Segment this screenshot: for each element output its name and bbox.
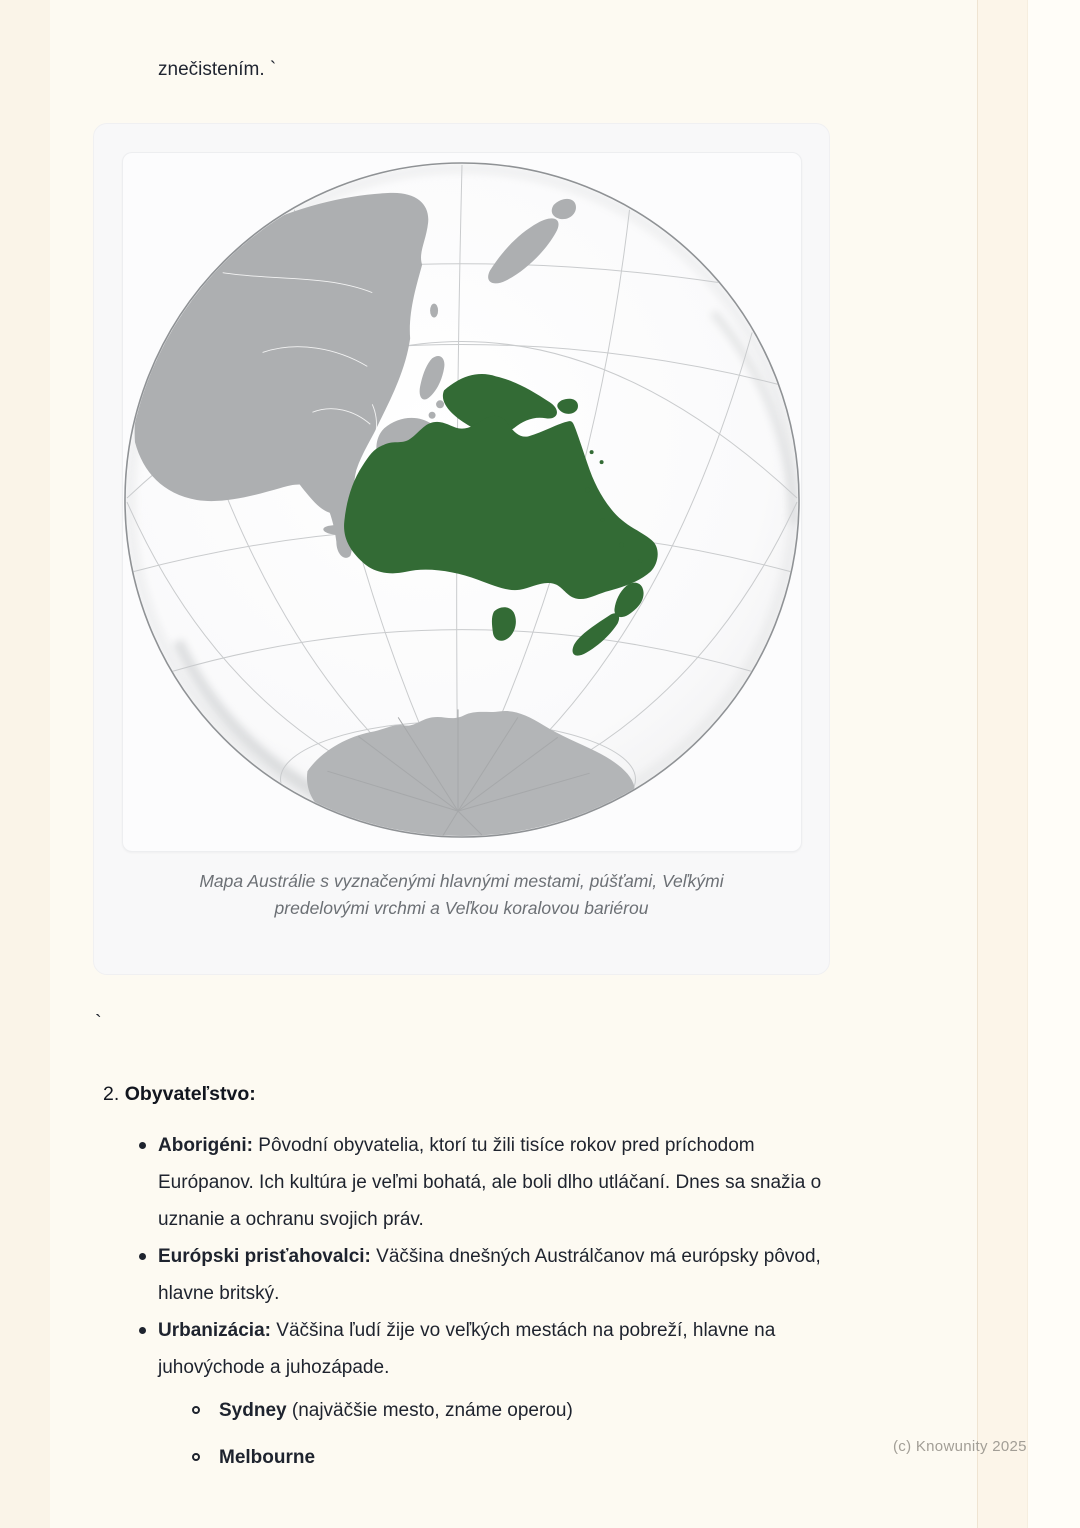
sub-item-melbourne — [192, 1439, 823, 1476]
population-bullet-list — [131, 1127, 823, 1486]
land-taiwan — [430, 304, 438, 318]
island-speck — [619, 542, 624, 547]
sub-item-sydney — [192, 1392, 823, 1429]
section-number: 2. — [103, 1083, 120, 1105]
bullet-circle-icon — [192, 1453, 200, 1461]
island-speck — [600, 460, 604, 464]
island-speck — [638, 559, 642, 563]
watermark: (c) Knowunity 2025 — [893, 1438, 1027, 1455]
page-left-margin — [0, 0, 50, 1528]
list-item-text: Väčšina dnešných Austrálčanov má európsky pôvod, hlavne britský. — [158, 1246, 821, 1304]
bullet-circle-icon — [192, 1406, 200, 1414]
list-item-text: Pôvodní obyvatelia, ktorí tu žili tisíce rokov pred príchodom Európanov. Ich kultúra je veľmi bohatá, ale boli dlho utláčaní. Dnes sa snažia o uznanie a ochranu svojich práv. — [158, 1135, 822, 1230]
globe-map-australia — [123, 153, 801, 851]
island-speck — [601, 518, 605, 522]
page-edge-strip — [978, 0, 1027, 1528]
list-item-urbanizacia — [131, 1312, 823, 1476]
map-figure-card — [93, 123, 830, 975]
island-speck — [590, 450, 594, 454]
map-image — [122, 152, 802, 852]
cities-sub-list — [192, 1392, 823, 1476]
section-heading — [103, 1080, 256, 1108]
list-item-europski — [131, 1238, 823, 1312]
sub-item-lead: Sydney — [219, 1400, 287, 1421]
stray-backtick: ` — [95, 1012, 102, 1034]
section-title: Obyvateľstvo: — [124, 1083, 256, 1105]
page-right-margin — [1028, 0, 1080, 1528]
figure-caption: Mapa Austrálie s vyznačenými hlavnými mestami, púšťami, Veľkými predelovými vrchmi a Veľkou koralovou bariérou — [199, 871, 724, 918]
bullet-dot-icon — [139, 1253, 146, 1260]
list-item-text: Väčšina ľudí žije vo veľkých mestách na pobreží, hlavne na juhovýchode a juhozápade. — [158, 1320, 776, 1378]
list-item-aborigeni — [131, 1127, 823, 1238]
sub-item-text: (najväčšie mesto, známe operou) — [291, 1400, 573, 1421]
bullet-dot-icon — [139, 1327, 146, 1334]
list-item-lead: Urbanizácia: — [158, 1320, 271, 1341]
sub-item-lead: Melbourne — [219, 1447, 316, 1468]
island-speck — [585, 488, 590, 493]
bullet-dot-icon — [139, 1142, 146, 1149]
paragraph-fragment: znečistením. ` — [158, 59, 277, 80]
list-item-lead: Aborigéni: — [158, 1135, 253, 1156]
list-item-lead: Európski prisťahovalci: — [158, 1246, 371, 1267]
